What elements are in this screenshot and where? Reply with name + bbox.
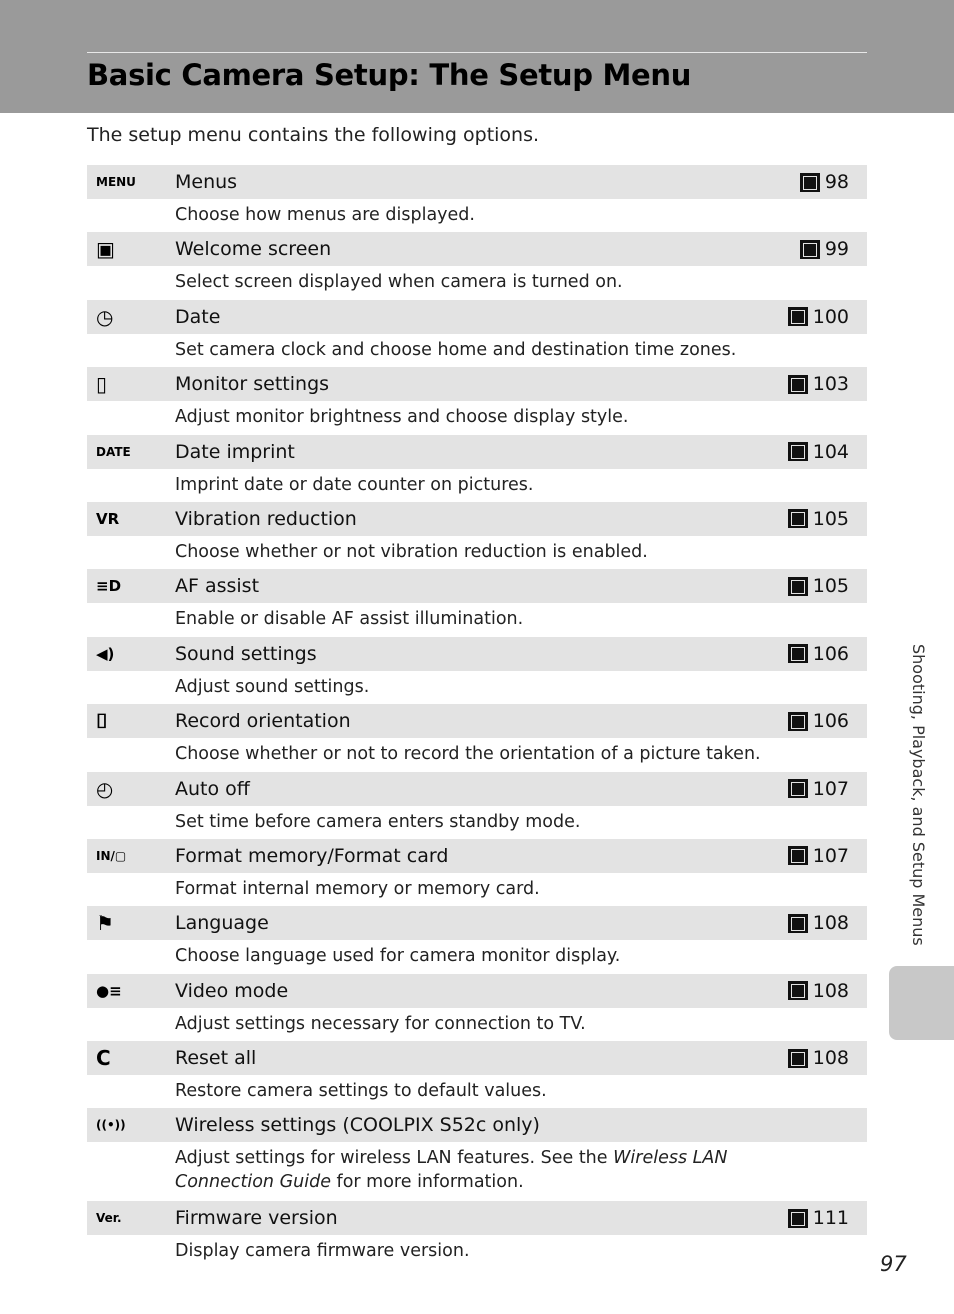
option-description: Adjust sound settings. xyxy=(175,676,370,697)
page-reference-number: 104 xyxy=(812,440,849,463)
option-row xyxy=(87,232,867,266)
page-reference-number: 106 xyxy=(812,710,849,733)
option-name: Menus xyxy=(175,171,238,193)
firmware-version-icon: Ver. xyxy=(96,1211,122,1226)
option-row xyxy=(87,502,867,536)
option-description: Imprint date or date counter on pictures. xyxy=(175,474,534,495)
option-description-row xyxy=(87,1142,867,1201)
setup-options-table xyxy=(87,165,867,1269)
book-icon xyxy=(788,1049,808,1068)
page-reference-number: 103 xyxy=(812,373,849,396)
page-reference xyxy=(788,569,849,603)
page-reference xyxy=(788,300,849,334)
page-reference-number: 107 xyxy=(812,844,849,867)
option-description-row xyxy=(87,1235,867,1268)
page-reference xyxy=(788,502,849,536)
option-row xyxy=(87,906,867,940)
page-reference xyxy=(800,165,849,199)
page-reference xyxy=(788,637,849,671)
option-row xyxy=(87,367,867,401)
header-band xyxy=(0,0,954,113)
option-description-row xyxy=(87,940,867,973)
option-row xyxy=(87,1201,867,1235)
speaker-icon: ◀) xyxy=(96,644,115,663)
guide-title: Wireless LAN Connection Guide xyxy=(175,1148,728,1193)
description-part: Adjust settings for wireless LAN features. See the xyxy=(175,1148,614,1169)
option-row xyxy=(87,435,867,469)
page-reference-number: 99 xyxy=(824,238,849,261)
option-name: Vibration reduction xyxy=(175,507,357,530)
option-name: Firmware version xyxy=(175,1207,338,1230)
option-row xyxy=(87,569,867,603)
monitor-icon: ▯ xyxy=(96,372,108,397)
option-description-row xyxy=(87,1075,867,1108)
wireless-icon: ((•)) xyxy=(96,1118,126,1133)
book-icon xyxy=(788,1209,808,1228)
option-description-row xyxy=(87,199,867,232)
option-row xyxy=(87,704,867,738)
side-section-label-text: Shooting, Playback, and Setup Menus xyxy=(909,644,928,946)
page-reference xyxy=(788,974,849,1008)
book-icon xyxy=(800,240,820,259)
book-icon xyxy=(788,712,808,731)
intro-text: The setup menu contains the following options. xyxy=(87,124,540,146)
option-description: Choose whether or not to record the orientation of a picture taken. xyxy=(175,744,761,765)
option-row xyxy=(87,772,867,806)
option-name: Sound settings xyxy=(175,642,317,665)
option-row xyxy=(87,165,867,199)
option-description-row xyxy=(87,1008,867,1041)
page-reference xyxy=(788,1201,849,1235)
book-icon xyxy=(788,375,808,394)
book-icon xyxy=(788,442,808,461)
option-name: Auto off xyxy=(175,777,250,800)
page-reference xyxy=(788,772,849,806)
format-memory-icon: IN/▢ xyxy=(96,848,127,863)
book-icon xyxy=(788,509,808,528)
page-reference-number: 98 xyxy=(824,171,849,193)
option-row xyxy=(87,1041,867,1075)
page-number: 97 xyxy=(880,1252,907,1276)
description-part: for more information. xyxy=(330,1172,524,1193)
reset-all-icon: C xyxy=(96,1046,111,1071)
book-icon xyxy=(788,577,808,596)
option-name: Reset all xyxy=(175,1047,257,1070)
language-icon: ⚑ xyxy=(96,911,114,936)
option-name: Date xyxy=(175,305,221,328)
option-description-row xyxy=(87,603,867,636)
page-reference-number: 100 xyxy=(812,305,849,328)
option-name: Wireless settings (COOLPIX S52c only) xyxy=(175,1114,540,1137)
page-reference-number: 108 xyxy=(812,1047,849,1070)
option-row xyxy=(87,1108,867,1142)
record-orientation-icon: ⌷ xyxy=(96,709,108,734)
book-icon xyxy=(788,307,808,326)
option-description xyxy=(175,1146,735,1194)
option-description-row xyxy=(87,806,867,839)
option-description: Display camera firmware version. xyxy=(175,1241,470,1262)
option-description: Adjust monitor brightness and choose display style. xyxy=(175,407,629,428)
option-description: Choose whether or not vibration reduction is enabled. xyxy=(175,541,648,562)
af-assist-icon: ≡D xyxy=(96,577,122,596)
option-description-row xyxy=(87,536,867,569)
option-description-row xyxy=(87,873,867,906)
option-description: Choose how menus are displayed. xyxy=(175,205,475,225)
page-reference-number: 108 xyxy=(812,979,849,1002)
option-row xyxy=(87,974,867,1008)
option-name: Video mode xyxy=(175,979,289,1002)
option-description-row xyxy=(87,401,867,434)
page-reference-number: 105 xyxy=(812,575,849,598)
clock-icon: ◷ xyxy=(96,304,114,329)
page-title: Basic Camera Setup: The Setup Menu xyxy=(87,58,692,92)
page-reference xyxy=(788,839,849,873)
option-description: Select screen displayed when camera is turned on. xyxy=(175,272,623,293)
menus-icon: MENU xyxy=(96,175,136,189)
option-description: Set camera clock and choose home and destination time zones. xyxy=(175,339,737,360)
option-description: Adjust settings necessary for connection to TV. xyxy=(175,1013,586,1034)
header-rule xyxy=(87,52,867,53)
page-reference-number: 108 xyxy=(812,912,849,935)
option-description-row xyxy=(87,266,867,299)
option-row xyxy=(87,637,867,671)
book-icon xyxy=(788,846,808,865)
side-section-tab xyxy=(889,966,954,1040)
option-description: Restore camera settings to default values. xyxy=(175,1081,547,1102)
book-icon xyxy=(788,914,808,933)
option-description: Set time before camera enters standby mode. xyxy=(175,811,581,832)
page-reference xyxy=(788,435,849,469)
option-row xyxy=(87,839,867,873)
book-icon xyxy=(800,173,820,192)
book-icon xyxy=(788,981,808,1000)
page-reference xyxy=(788,906,849,940)
option-name: Record orientation xyxy=(175,710,351,733)
book-icon xyxy=(788,779,808,798)
option-name: Welcome screen xyxy=(175,238,332,261)
page-reference xyxy=(800,232,849,266)
page-reference-number: 107 xyxy=(812,777,849,800)
option-name: Language xyxy=(175,912,269,935)
page-reference xyxy=(788,704,849,738)
page-reference-number: 105 xyxy=(812,507,849,530)
welcome-screen-icon: ▣ xyxy=(96,237,115,262)
option-description-row xyxy=(87,469,867,502)
option-name: Monitor settings xyxy=(175,373,330,396)
option-row xyxy=(87,300,867,334)
video-mode-icon: ●≡ xyxy=(96,981,122,1000)
page-reference xyxy=(788,1041,849,1075)
option-description-row xyxy=(87,738,867,771)
side-section-label xyxy=(908,644,928,954)
page-reference-number: 111 xyxy=(812,1207,849,1230)
option-description: Enable or disable AF assist illumination. xyxy=(175,609,524,630)
option-name: AF assist xyxy=(175,575,260,598)
date-imprint-icon: DATE xyxy=(96,444,131,459)
vibration-reduction-icon: VR xyxy=(96,509,120,528)
page-reference-number: 106 xyxy=(812,642,849,665)
auto-off-icon: ◴ xyxy=(96,776,114,801)
option-name: Date imprint xyxy=(175,440,295,463)
option-description-row xyxy=(87,671,867,704)
option-name: Format memory/Format card xyxy=(175,844,449,867)
page-reference xyxy=(788,367,849,401)
book-icon xyxy=(788,644,808,663)
option-description: Format internal memory or memory card. xyxy=(175,878,540,899)
option-description-row xyxy=(87,334,867,367)
option-description: Choose language used for camera monitor display. xyxy=(175,946,621,967)
